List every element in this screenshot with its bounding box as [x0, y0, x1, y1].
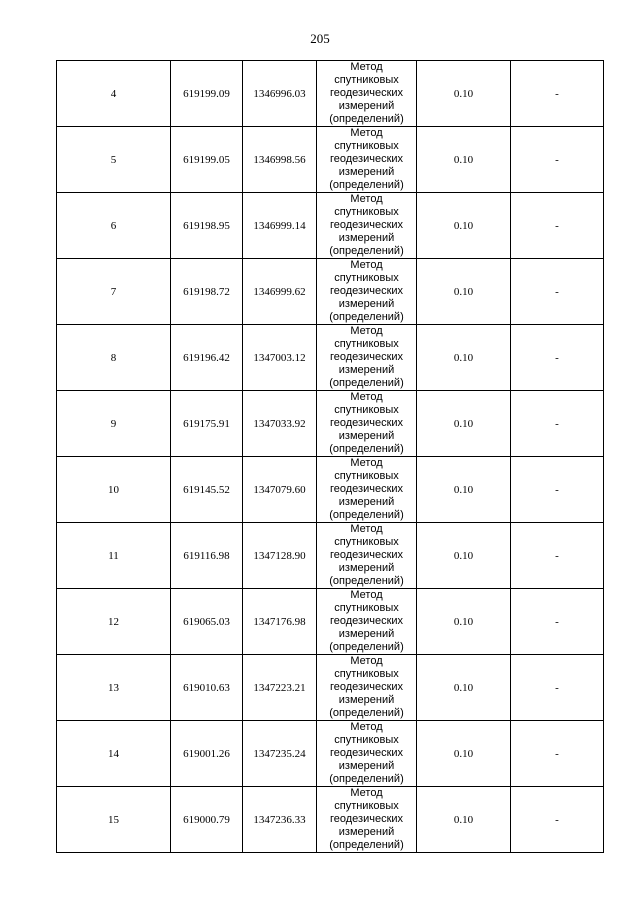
method-line: (определений) [329, 839, 404, 851]
y-coordinate-cell: 1347235.24 [243, 721, 317, 787]
method-line: геодезических [329, 747, 404, 759]
x-coordinate-cell: 619199.05 [171, 127, 243, 193]
point-number-cell: 4 [57, 61, 171, 127]
method-line: измерений [338, 166, 395, 178]
method-line: Метод [350, 325, 383, 337]
method-line: спутниковых [334, 272, 399, 284]
table-row [57, 523, 604, 589]
note-cell: - [511, 259, 604, 325]
method-cell [317, 721, 417, 787]
method-line: спутниковых [334, 338, 399, 350]
method-line: геодезических [329, 219, 404, 231]
point-number-cell: 8 [57, 325, 171, 391]
y-coordinate-cell: 1347003.12 [243, 325, 317, 391]
accuracy-cell: 0.10 [417, 325, 511, 391]
accuracy-cell: 0.10 [417, 259, 511, 325]
method-line: измерений [338, 232, 395, 244]
point-number-cell: 10 [57, 457, 171, 523]
table-row [57, 325, 604, 391]
method-line: геодезических [329, 153, 404, 165]
method-line: Метод [350, 259, 383, 271]
method-line: (определений) [329, 311, 404, 323]
method-line: Метод [350, 457, 383, 469]
method-line: (определений) [329, 377, 404, 389]
method-line: измерений [338, 298, 395, 310]
method-line: измерений [338, 430, 395, 442]
method-line: спутниковых [334, 470, 399, 482]
method-line: Метод [350, 721, 383, 733]
method-line: спутниковых [334, 404, 399, 416]
method-line: спутниковых [334, 74, 399, 86]
method-cell [317, 787, 417, 853]
point-number-cell: 13 [57, 655, 171, 721]
note-cell: - [511, 523, 604, 589]
accuracy-cell: 0.10 [417, 787, 511, 853]
method-line: Метод [350, 193, 383, 205]
method-line: геодезических [329, 285, 404, 297]
y-coordinate-cell: 1347079.60 [243, 457, 317, 523]
method-cell [317, 259, 417, 325]
method-line: (определений) [329, 773, 404, 785]
method-cell [317, 127, 417, 193]
method-line: спутниковых [334, 206, 399, 218]
method-cell [317, 61, 417, 127]
method-line: (определений) [329, 707, 404, 719]
point-number-cell: 6 [57, 193, 171, 259]
method-line: Метод [350, 589, 383, 601]
x-coordinate-cell: 619175.91 [171, 391, 243, 457]
method-line: Метод [350, 61, 383, 73]
coordinates-table-body [57, 61, 604, 853]
accuracy-cell: 0.10 [417, 589, 511, 655]
note-cell: - [511, 457, 604, 523]
method-line: спутниковых [334, 140, 399, 152]
y-coordinate-cell: 1346996.03 [243, 61, 317, 127]
x-coordinate-cell: 619196.42 [171, 325, 243, 391]
method-cell [317, 523, 417, 589]
method-line: спутниковых [334, 602, 399, 614]
y-coordinate-cell: 1347033.92 [243, 391, 317, 457]
method-line: Метод [350, 787, 383, 799]
y-coordinate-cell: 1347223.21 [243, 655, 317, 721]
y-coordinate-cell: 1346999.62 [243, 259, 317, 325]
method-cell [317, 391, 417, 457]
method-line: (определений) [329, 641, 404, 653]
method-line: измерений [338, 496, 395, 508]
table-row [57, 193, 604, 259]
note-cell: - [511, 721, 604, 787]
method-line: измерений [338, 694, 395, 706]
method-line: геодезических [329, 483, 404, 495]
x-coordinate-cell: 619198.72 [171, 259, 243, 325]
method-line: геодезических [329, 813, 404, 825]
method-line: геодезических [329, 549, 404, 561]
method-line: спутниковых [334, 800, 399, 812]
accuracy-cell: 0.10 [417, 523, 511, 589]
method-line: (определений) [329, 113, 404, 125]
method-line: (определений) [329, 509, 404, 521]
x-coordinate-cell: 619000.79 [171, 787, 243, 853]
x-coordinate-cell: 619199.09 [171, 61, 243, 127]
method-line: измерений [338, 364, 395, 376]
method-line: Метод [350, 127, 383, 139]
method-cell [317, 589, 417, 655]
point-number-cell: 9 [57, 391, 171, 457]
table-row [57, 127, 604, 193]
y-coordinate-cell: 1347128.90 [243, 523, 317, 589]
table-row [57, 391, 604, 457]
coordinates-table [56, 60, 604, 853]
method-line: Метод [350, 655, 383, 667]
page-number: 205 [310, 31, 330, 46]
point-number-cell: 12 [57, 589, 171, 655]
method-line: спутниковых [334, 668, 399, 680]
note-cell: - [511, 787, 604, 853]
x-coordinate-cell: 619145.52 [171, 457, 243, 523]
table-row [57, 259, 604, 325]
point-number-cell: 14 [57, 721, 171, 787]
accuracy-cell: 0.10 [417, 61, 511, 127]
accuracy-cell: 0.10 [417, 391, 511, 457]
accuracy-cell: 0.10 [417, 721, 511, 787]
method-line: геодезических [329, 615, 404, 627]
method-line: измерений [338, 628, 395, 640]
method-line: геодезических [329, 681, 404, 693]
method-line: спутниковых [334, 734, 399, 746]
method-line: измерений [338, 100, 395, 112]
table-row [57, 721, 604, 787]
x-coordinate-cell: 619065.03 [171, 589, 243, 655]
note-cell: - [511, 655, 604, 721]
method-line: геодезических [329, 351, 404, 363]
accuracy-cell: 0.10 [417, 655, 511, 721]
note-cell: - [511, 391, 604, 457]
method-cell [317, 193, 417, 259]
note-cell: - [511, 589, 604, 655]
x-coordinate-cell: 619001.26 [171, 721, 243, 787]
point-number-cell: 15 [57, 787, 171, 853]
point-number-cell: 11 [57, 523, 171, 589]
table-row [57, 655, 604, 721]
method-line: (определений) [329, 575, 404, 587]
x-coordinate-cell: 619198.95 [171, 193, 243, 259]
y-coordinate-cell: 1347176.98 [243, 589, 317, 655]
method-line: спутниковых [334, 536, 399, 548]
method-line: геодезических [329, 87, 404, 99]
method-line: геодезических [329, 417, 404, 429]
method-line: (определений) [329, 179, 404, 191]
method-line: (определений) [329, 443, 404, 455]
point-number-cell: 7 [57, 259, 171, 325]
table-row [57, 787, 604, 853]
x-coordinate-cell: 619010.63 [171, 655, 243, 721]
method-line: (определений) [329, 245, 404, 257]
y-coordinate-cell: 1346999.14 [243, 193, 317, 259]
method-cell [317, 457, 417, 523]
x-coordinate-cell: 619116.98 [171, 523, 243, 589]
note-cell: - [511, 193, 604, 259]
method-cell [317, 655, 417, 721]
method-cell [317, 325, 417, 391]
note-cell: - [511, 127, 604, 193]
method-line: измерений [338, 562, 395, 574]
table-row [57, 457, 604, 523]
y-coordinate-cell: 1347236.33 [243, 787, 317, 853]
accuracy-cell: 0.10 [417, 193, 511, 259]
accuracy-cell: 0.10 [417, 457, 511, 523]
table-row [57, 589, 604, 655]
method-line: измерений [338, 826, 395, 838]
method-line: Метод [350, 391, 383, 403]
method-line: Метод [350, 523, 383, 535]
table-row [57, 61, 604, 127]
method-line: измерений [338, 760, 395, 772]
point-number-cell: 5 [57, 127, 171, 193]
note-cell: - [511, 61, 604, 127]
y-coordinate-cell: 1346998.56 [243, 127, 317, 193]
accuracy-cell: 0.10 [417, 127, 511, 193]
note-cell: - [511, 325, 604, 391]
